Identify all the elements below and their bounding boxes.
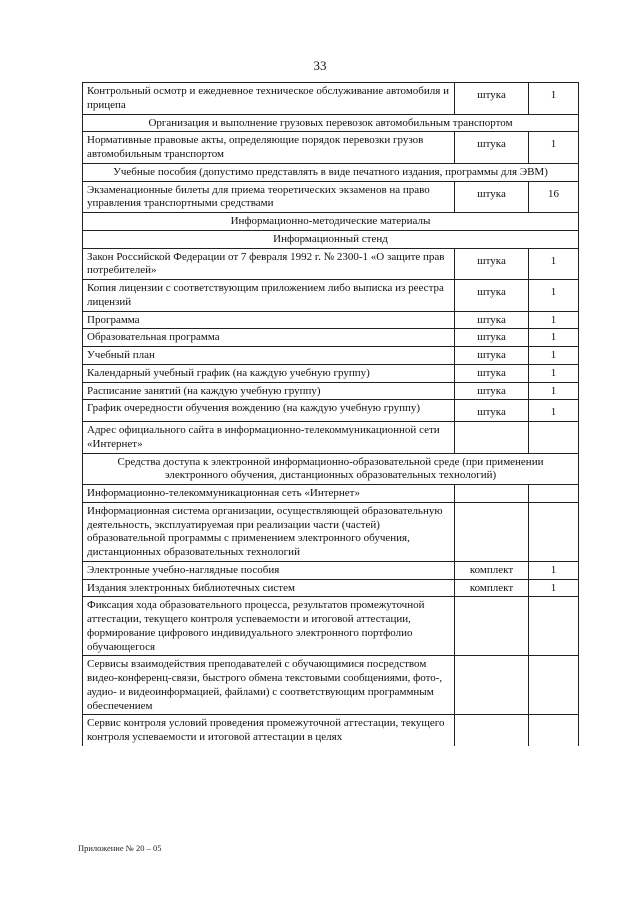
table-row <box>83 347 579 365</box>
item-quantity: 1 <box>529 382 579 400</box>
table-row <box>83 311 579 329</box>
section-header: Учебные пособия (допустимо представлять в виде печатного издания, программы для ЭВМ) <box>83 163 579 181</box>
table-row <box>83 485 579 503</box>
table-row <box>83 422 579 454</box>
item-unit: штука <box>455 181 529 213</box>
item-name: Фиксация хода образовательного процесса, результатов промежуточной аттестации, текущего контроля успеваемости и итоговой аттестации, формирование цифрового индивидуального электронного портфолио обучающегося <box>83 597 455 656</box>
item-name: Контрольный осмотр и ежедневное техническое обслуживание автомобиля и прицепа <box>83 83 455 115</box>
item-unit: штука <box>455 311 529 329</box>
item-name: Программа <box>83 311 455 329</box>
item-unit <box>455 715 529 746</box>
item-name: Информационная система организации, осуществляющей образовательную деятельность, эксплуатируемая при реализации части (частей) образовательной программы с применением электронного обучения, дистанционных образовательных технологий <box>83 502 455 561</box>
section-header-row <box>83 163 579 181</box>
table-row <box>83 579 579 597</box>
item-quantity <box>529 502 579 561</box>
item-unit <box>455 502 529 561</box>
item-unit: штука <box>455 400 529 422</box>
item-name: Нормативные правовые акты, определяющие порядок перевозки грузов автомобильным транспортом <box>83 132 455 164</box>
section-header-row <box>83 230 579 248</box>
item-quantity <box>529 715 579 746</box>
table-row <box>83 248 579 280</box>
item-quantity: 16 <box>529 181 579 213</box>
item-quantity <box>529 485 579 503</box>
table-row <box>83 181 579 213</box>
item-name: Календарный учебный график (на каждую учебную группу) <box>83 364 455 382</box>
item-quantity: 1 <box>529 132 579 164</box>
table-row <box>83 502 579 561</box>
section-header-row <box>83 213 579 231</box>
item-quantity: 1 <box>529 347 579 365</box>
item-unit <box>455 656 529 715</box>
item-name: Электронные учебно-наглядные пособия <box>83 561 455 579</box>
item-quantity <box>529 422 579 454</box>
item-unit: штука <box>455 364 529 382</box>
item-quantity: 1 <box>529 579 579 597</box>
table-row <box>83 329 579 347</box>
item-unit: штука <box>455 83 529 115</box>
page-number: 33 <box>313 58 327 73</box>
item-unit: штука <box>455 248 529 280</box>
item-quantity: 1 <box>529 311 579 329</box>
item-name: Закон Российской Федерации от 7 февраля 1992 г. № 2300-1 «О защите прав потребителей» <box>83 248 455 280</box>
item-name: Копия лицензии с соответствующим приложением либо выписка из реестра лицензий <box>83 280 455 312</box>
item-quantity: 1 <box>529 248 579 280</box>
item-quantity: 1 <box>529 280 579 312</box>
table-row <box>83 400 579 422</box>
section-header: Информационный стенд <box>83 230 579 248</box>
item-unit <box>455 485 529 503</box>
section-header: Организация и выполнение грузовых перевозок автомобильным транспортом <box>83 114 579 132</box>
table-row <box>83 132 579 164</box>
item-name: Расписание занятий (на каждую учебную группу) <box>83 382 455 400</box>
item-unit: комплект <box>455 561 529 579</box>
item-unit: штука <box>455 382 529 400</box>
item-name: Учебный план <box>83 347 455 365</box>
table-row <box>83 280 579 312</box>
section-header-row <box>83 114 579 132</box>
item-unit <box>455 597 529 656</box>
item-name: Адрес официального сайта в информационно-телекоммуникационной сети «Интернет» <box>83 422 455 454</box>
item-quantity: 1 <box>529 400 579 422</box>
item-quantity: 1 <box>529 561 579 579</box>
table-row <box>83 364 579 382</box>
section-header: Средства доступа к электронной информационно-образовательной среде (при применении электронного обучения, дистанционных образовательных технологий) <box>83 453 579 485</box>
item-quantity <box>529 597 579 656</box>
table-row <box>83 83 579 115</box>
item-unit: штука <box>455 132 529 164</box>
item-name: Сервис контроля условий проведения промежуточной аттестации, текущего контроля успеваемости и итоговой аттестации в целях <box>83 715 455 746</box>
item-name: Информационно-телекоммуникационная сеть «Интернет» <box>83 485 455 503</box>
table-row <box>83 382 579 400</box>
item-quantity: 1 <box>529 329 579 347</box>
table-row <box>83 656 579 715</box>
table-row <box>83 715 579 746</box>
item-name: График очередности обучения вождению (на каждую учебную группу) <box>83 400 455 422</box>
equipment-table <box>82 82 579 746</box>
footer-note: Приложение № 20 – 05 <box>78 843 162 853</box>
item-name: Экзаменационные билеты для приема теоретических экзаменов на право управления транспортными средствами <box>83 181 455 213</box>
table-row <box>83 561 579 579</box>
item-unit: штука <box>455 329 529 347</box>
item-name: Издания электронных библиотечных систем <box>83 579 455 597</box>
item-name: Образовательная программа <box>83 329 455 347</box>
section-header-row <box>83 453 579 485</box>
table-row <box>83 597 579 656</box>
item-name: Сервисы взаимодействия преподавателей с обучающимися посредством видео-конференц-связи, быстрого обмена текстовыми сообщениями, фото-, аудио- и видеоинформацией, файлами) с соответствующим программным обеспечением <box>83 656 455 715</box>
item-quantity: 1 <box>529 364 579 382</box>
item-unit: комплект <box>455 579 529 597</box>
item-quantity <box>529 656 579 715</box>
item-unit: штука <box>455 280 529 312</box>
item-unit: штука <box>455 347 529 365</box>
item-unit <box>455 422 529 454</box>
section-header: Информационно-методические материалы <box>83 213 579 231</box>
item-quantity: 1 <box>529 83 579 115</box>
